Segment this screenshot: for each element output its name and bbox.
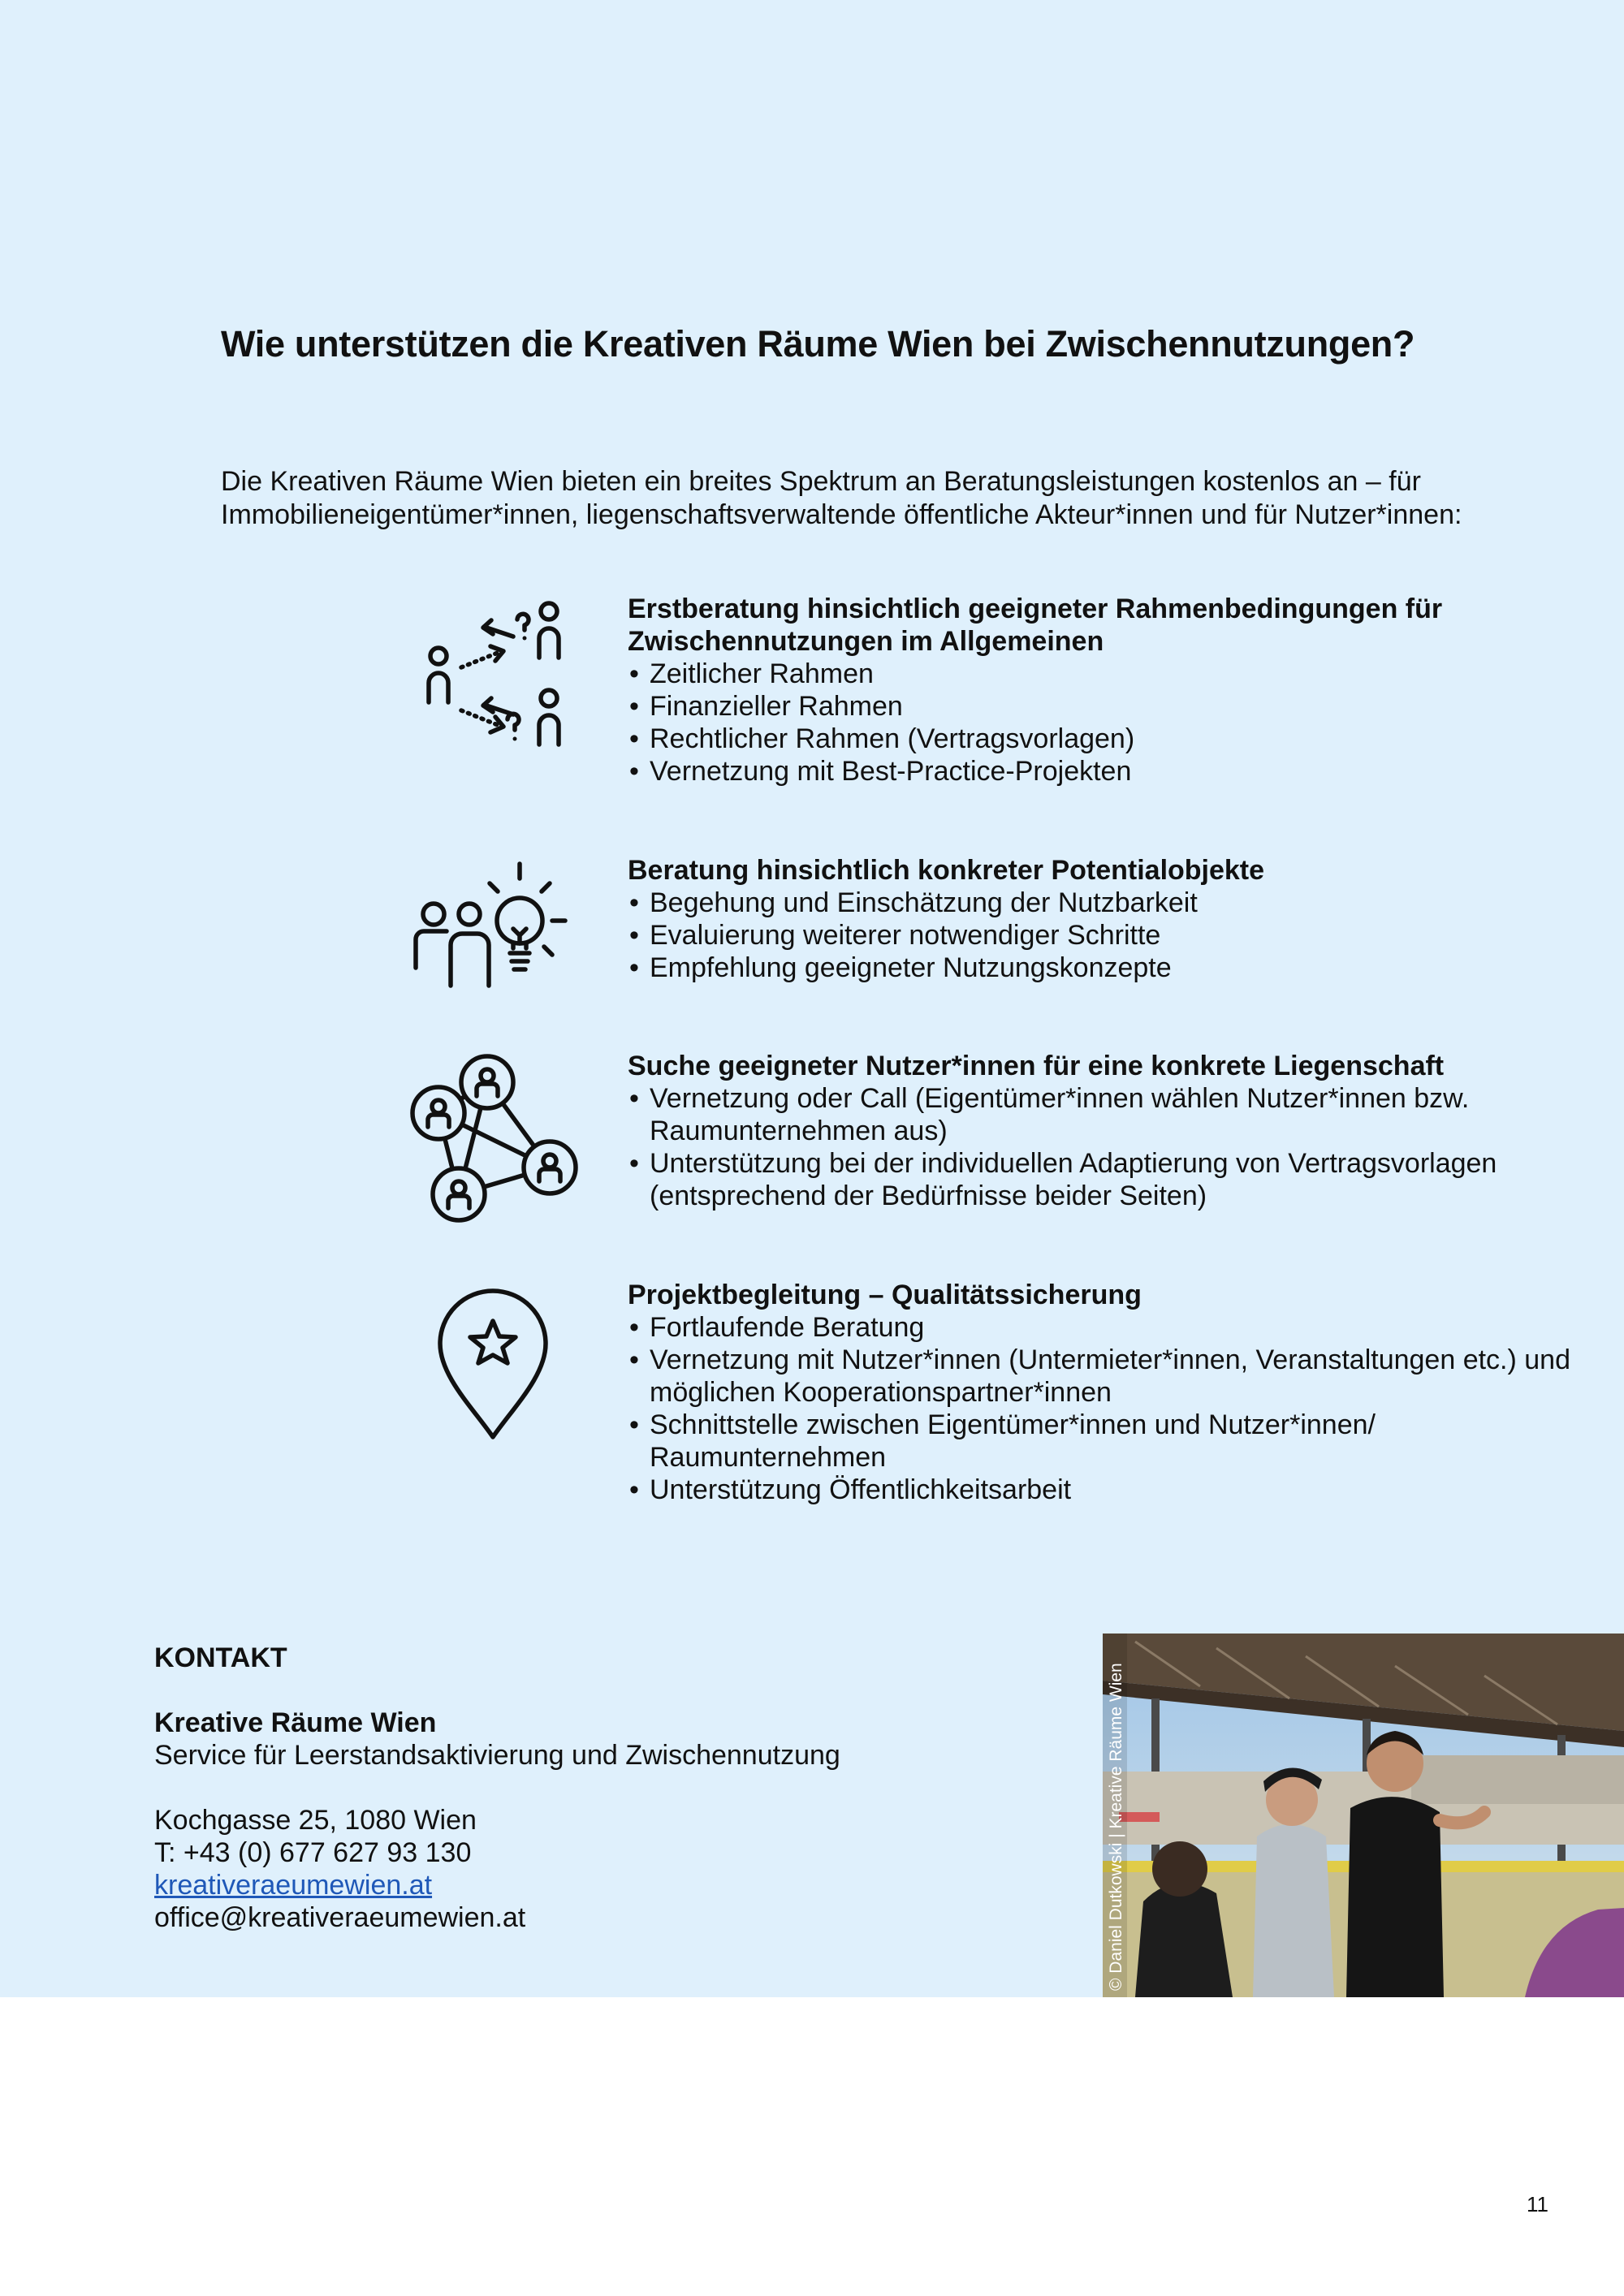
email-address: office@kreativeraeumewien.at xyxy=(154,1902,526,1933)
location-pin-star-icon xyxy=(406,1279,581,1453)
section-text xyxy=(628,593,1594,788)
spacer xyxy=(154,1772,1047,1804)
list-item: • Vernetzung mit Nutzer*innen (Untermieter*innen, Veranstaltungen etc.) und möglichen Kooperationspartner*innen xyxy=(628,1344,1594,1409)
list-item: • Begehung und Einschätzung der Nutzbarkeit xyxy=(628,887,1594,919)
list-item: • Zeitlicher Rahmen xyxy=(628,658,1594,690)
network-node xyxy=(412,1087,464,1139)
list-item: • Vernetzung oder Call (Eigentümer*innen wählen Nutzer*innen bzw. Raumunternehmen aus) xyxy=(628,1082,1594,1147)
section-text xyxy=(628,1279,1594,1506)
list-item: • Empfehlung geeigneter Nutzungskonzepte xyxy=(628,952,1594,984)
team-photo xyxy=(1103,1634,1624,1997)
website-link[interactable]: kreativeraeumewien.at xyxy=(154,1870,433,1901)
people-idea-bulb-icon xyxy=(406,854,581,1029)
section-title: Suche geeigneter Nutzer*innen für eine konkrete Liegenschaft xyxy=(628,1051,1445,1081)
service-list xyxy=(628,658,1594,788)
organization-subtitle: Service für Leerstandsaktivierung und Zwischennutzung xyxy=(154,1740,840,1771)
section-text xyxy=(628,854,1594,984)
photo-illustration xyxy=(1103,1634,1624,1997)
list-item: • Unterstützung Öffentlichkeitsarbeit xyxy=(628,1474,1594,1506)
section-title: Beratung hinsichtlich konkreter Potentialobjekte xyxy=(628,855,1265,886)
consultation-people-icon xyxy=(406,593,581,767)
service-list xyxy=(628,1082,1594,1212)
list-item: • Schnittstelle zwischen Eigentümer*innen und Nutzer*innen/ Raumunternehmen xyxy=(628,1409,1594,1474)
phone-number: T: +43 (0) 677 627 93 130 xyxy=(154,1837,472,1868)
contact-heading: KONTAKT xyxy=(154,1642,287,1673)
service-list xyxy=(628,887,1594,984)
list-item: • Unterstützung bei der individuellen Adaptierung von Vertragsvorlagen (entsprechend der Bedürfnisse beider Seiten) xyxy=(628,1147,1594,1212)
address: Kochgasse 25, 1080 Wien xyxy=(154,1805,477,1836)
list-item: • Finanzieller Rahmen xyxy=(628,690,1594,723)
network-node xyxy=(461,1056,513,1108)
contact-block xyxy=(154,1642,1047,1934)
network-node xyxy=(524,1142,576,1193)
list-item: • Fortlaufende Beratung xyxy=(628,1311,1594,1344)
section-title: Erstberatung hinsichtlich geeigneter Rahmenbedingungen für Zwischennutzungen im Allgemeinen xyxy=(628,593,1443,657)
list-item: • Vernetzung mit Best-Practice-Projekten xyxy=(628,755,1594,788)
photo-credit: © Daniel Dutkowski | Kreative Räume Wien xyxy=(1107,1663,1125,1991)
user-network-icon xyxy=(406,1050,581,1224)
section-title: Projektbegleitung – Qualitätssicherung xyxy=(628,1280,1142,1310)
organization-name: Kreative Räume Wien xyxy=(154,1707,437,1738)
list-item: • Rechtlicher Rahmen (Vertragsvorlagen) xyxy=(628,723,1594,755)
service-list xyxy=(628,1311,1594,1506)
page-headline: Wie unterstützen die Kreativen Räume Wien bei Zwischennutzungen? xyxy=(221,323,1415,365)
page-number: 11 xyxy=(1527,2192,1548,2216)
network-node xyxy=(433,1168,485,1220)
list-item: • Evaluierung weiterer notwendiger Schritte xyxy=(628,919,1594,952)
section-text xyxy=(628,1050,1594,1212)
intro-paragraph: Die Kreativen Räume Wien bieten ein breites Spektrum an Beratungsleistungen kostenlos an – für Immobilieneigentümer*innen, liegenschaftsverwaltende öffentliche Akteur*innen und für Nutzer*innen: xyxy=(221,466,1462,530)
